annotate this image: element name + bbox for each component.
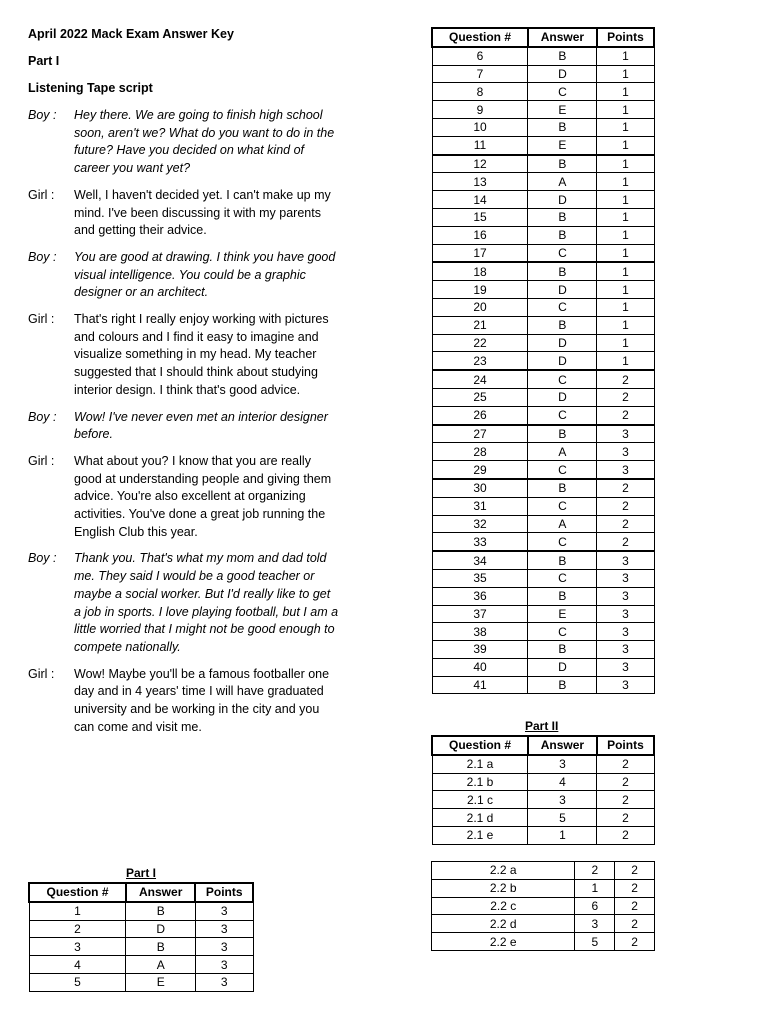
cell-question: 31 [432,497,528,515]
table-row [432,173,654,191]
cell-answer: B [528,641,597,659]
dialogue-line [28,550,358,656]
cell-answer: 5 [575,933,615,951]
cell-points: 1 [597,244,654,262]
cell-question: 20 [432,298,528,316]
speaker-label: Boy : [28,249,57,264]
cell-question: 25 [432,388,528,406]
column-header-points: Points [195,883,253,902]
speaker-label: Girl : [28,187,55,202]
table-row [29,973,253,991]
table-row [432,101,654,119]
cell-points: 3 [597,641,654,659]
cell-answer: C [528,298,597,316]
cell-points: 2 [597,406,654,424]
cell-answer: C [528,83,597,101]
cell-points: 1 [597,226,654,244]
cell-question: 36 [432,587,528,605]
table-row [29,938,253,956]
cell-points: 2 [597,826,654,844]
dialogue-line [28,187,358,240]
table-row [432,879,655,897]
column-header-answer: Answer [528,28,597,47]
column-header-answer: Answer [528,736,597,755]
script-title: Listening Tape script [28,81,153,95]
cell-question: 30 [432,479,528,497]
cell-answer: B [528,425,597,443]
cell-question: 37 [432,605,528,623]
speech-text: What about you? I know that you are really good at understanding people and giving them advice. You're also excellent at organizing activities. You've done a great job running the English Club this year. [74,453,332,539]
cell-question: 7 [432,65,528,83]
cell-answer: 2 [575,862,615,880]
table-header-row [29,883,253,902]
cell-question: 35 [432,569,528,587]
part1-caption: Part I [126,866,157,880]
table-row [432,658,654,676]
cell-answer: E [528,101,597,119]
dialogue-line [28,666,358,737]
cell-points: 2 [597,755,654,773]
cell-points: 1 [597,316,654,334]
table-row [432,897,655,915]
table-row [432,370,654,388]
table-row [432,826,654,844]
cell-points: 3 [195,973,253,991]
cell-answer: 3 [528,755,597,773]
cell-question: 40 [432,658,528,676]
cell-points: 2 [615,862,655,880]
cell-question: 18 [432,262,528,280]
cell-points: 3 [195,938,253,956]
dialogue [28,107,358,746]
table-row [432,623,654,641]
cell-answer: E [126,973,195,991]
table-row [432,605,654,623]
cell-points: 3 [597,551,654,569]
cell-answer: C [528,406,597,424]
cell-points: 3 [597,605,654,623]
cell-question: 13 [432,173,528,191]
cell-answer: B [126,902,195,920]
cell-points: 1 [597,65,654,83]
speech-text: Hey there. We are going to finish high school soon, aren't we? What do you want to do in the future? Have you decided on what kind of career you want yet? [74,108,335,176]
cell-answer: B [528,676,597,694]
table-row [432,352,654,370]
cell-points: 1 [597,173,654,191]
cell-points: 1 [597,118,654,136]
cell-question: 2.1 b [432,773,528,791]
cell-points: 2 [615,879,655,897]
cell-points: 2 [597,497,654,515]
table-row [432,316,654,334]
cell-question: 2.1 e [432,826,528,844]
column-header-answer: Answer [126,883,195,902]
cell-points: 2 [597,370,654,388]
cell-answer: 3 [575,915,615,933]
cell-answer: B [528,479,597,497]
cell-points: 1 [597,208,654,226]
dialogue-line [28,409,358,444]
cell-question: 3 [29,938,126,956]
cell-question: 22 [432,334,528,352]
answer-table-main [431,27,655,694]
cell-question: 6 [432,47,528,65]
cell-question: 26 [432,406,528,424]
cell-points: 1 [597,262,654,280]
table-row [432,281,654,299]
cell-points: 1 [597,191,654,209]
cell-answer: B [528,316,597,334]
table-row [432,862,655,880]
cell-answer: 1 [575,879,615,897]
cell-points: 3 [195,920,253,938]
cell-answer: E [528,136,597,154]
document-title: April 2022 Mack Exam Answer Key [28,27,234,41]
table-row [432,298,654,316]
cell-points: 2 [597,791,654,809]
cell-answer: C [528,623,597,641]
cell-answer: C [528,569,597,587]
part-heading: Part I [28,54,60,68]
speaker-label: Boy : [28,409,57,424]
cell-question: 12 [432,155,528,173]
speaker-label: Girl : [28,312,55,327]
cell-points: 3 [597,443,654,461]
cell-question: 21 [432,316,528,334]
table-row [432,533,654,551]
cell-points: 1 [597,155,654,173]
cell-answer: 6 [575,897,615,915]
cell-answer: B [528,226,597,244]
cell-answer: D [528,334,597,352]
cell-question: 2.2 a [432,862,575,880]
speech-text: That's right I really enjoy working with pictures and colours and I find it easy to imagine and visualize something in my head. My teacher suggested that I should think about studying interior design. I think that's good advice. [74,312,329,397]
table-header-row [432,736,654,755]
cell-answer: B [528,587,597,605]
cell-question: 10 [432,118,528,136]
speech-text: Wow! Maybe you'll be a famous footballer one day and in 4 years' time I will have graduated university and be working in the city and you can come and visit me. [74,666,330,734]
cell-answer: C [528,461,597,479]
cell-points: 3 [597,425,654,443]
cell-question: 4 [29,956,126,974]
cell-answer: 1 [528,826,597,844]
dialogue-line [28,311,358,400]
table-row [432,551,654,569]
table-row [432,47,654,65]
speaker-label: Boy : [28,551,57,566]
table-row [432,809,654,827]
cell-points: 2 [597,388,654,406]
cell-answer: D [528,658,597,676]
cell-answer: B [528,118,597,136]
cell-answer: A [528,515,597,533]
table-row [432,515,654,533]
cell-answer: A [528,443,597,461]
speaker-label: Girl : [28,453,55,468]
cell-question: 2.2 c [432,897,575,915]
table-row [432,587,654,605]
cell-answer: B [528,551,597,569]
cell-answer: B [528,208,597,226]
cell-points: 2 [597,515,654,533]
table-row [29,956,253,974]
cell-answer: A [528,173,597,191]
table-row [432,425,654,443]
answer-table-part1 [28,882,254,992]
speaker-label: Girl : [28,666,55,681]
cell-answer: 5 [528,809,597,827]
column-header-question: Question # [29,883,126,902]
cell-answer: D [528,388,597,406]
cell-points: 2 [615,897,655,915]
cell-points: 1 [597,101,654,119]
table-row [432,461,654,479]
speech-text: Well, I haven't decided yet. I can't make up my mind. I've been discussing it with my parents and getting their advice. [74,187,331,238]
answer-table-part2-1 [431,735,655,845]
cell-points: 2 [597,809,654,827]
cell-question: 2.1 a [432,755,528,773]
cell-question: 2.1 c [432,791,528,809]
cell-answer: D [528,191,597,209]
cell-question: 9 [432,101,528,119]
table-row [432,569,654,587]
cell-answer: C [528,497,597,515]
cell-question: 32 [432,515,528,533]
cell-answer: C [528,244,597,262]
cell-question: 16 [432,226,528,244]
speech-text: Wow! I've never even met an interior designer before. [74,409,328,442]
cell-points: 1 [597,83,654,101]
cell-question: 23 [432,352,528,370]
dialogue-line [28,453,358,542]
column-header-question: Question # [432,736,528,755]
table-row [432,191,654,209]
cell-answer: C [528,533,597,551]
table-row [432,244,654,262]
column-header-question: Question # [432,28,528,47]
table-row [432,497,654,515]
cell-points: 2 [615,915,655,933]
cell-answer: B [528,262,597,280]
table-row [432,226,654,244]
cell-answer: D [126,920,195,938]
cell-points: 3 [597,676,654,694]
cell-answer: C [528,370,597,388]
table-row [432,479,654,497]
cell-answer: B [126,938,195,956]
cell-points: 3 [597,587,654,605]
table-row [29,902,253,920]
cell-question: 24 [432,370,528,388]
cell-question: 38 [432,623,528,641]
table-row [432,915,655,933]
table-header-row [432,28,654,47]
cell-points: 1 [597,334,654,352]
cell-answer: D [528,65,597,83]
cell-question: 17 [432,244,528,262]
part2-caption: Part II [525,719,559,733]
table-row [432,65,654,83]
dialogue-line [28,107,358,178]
table-row [432,388,654,406]
cell-points: 1 [597,298,654,316]
cell-points: 3 [195,956,253,974]
cell-answer: 3 [528,791,597,809]
table-row [432,208,654,226]
cell-question: 39 [432,641,528,659]
table-row [29,920,253,938]
table-row [432,676,654,694]
cell-points: 3 [597,658,654,676]
table-row [432,641,654,659]
cell-question: 2.1 d [432,809,528,827]
cell-question: 41 [432,676,528,694]
table-row [432,83,654,101]
cell-answer: B [528,47,597,65]
table-row [432,155,654,173]
table-row [432,406,654,424]
cell-points: 3 [195,902,253,920]
cell-question: 14 [432,191,528,209]
table-row [432,443,654,461]
cell-points: 2 [597,773,654,791]
cell-question: 15 [432,208,528,226]
cell-question: 1 [29,902,126,920]
cell-answer: A [126,956,195,974]
cell-question: 5 [29,973,126,991]
cell-answer: E [528,605,597,623]
cell-points: 1 [597,352,654,370]
cell-points: 1 [597,136,654,154]
cell-question: 11 [432,136,528,154]
cell-question: 28 [432,443,528,461]
cell-points: 1 [597,47,654,65]
answer-table-part2-2 [431,861,655,951]
speech-text: You are good at drawing. I think you have good visual intelligence. You could be a graphic designer or an architect. [74,249,336,300]
cell-question: 2.2 e [432,933,575,951]
cell-points: 2 [597,479,654,497]
table-row [432,118,654,136]
cell-points: 3 [597,623,654,641]
cell-points: 2 [597,533,654,551]
cell-question: 2 [29,920,126,938]
dialogue-line [28,249,358,302]
column-header-points: Points [597,28,654,47]
table-row [432,136,654,154]
cell-points: 3 [597,461,654,479]
table-row [432,791,654,809]
cell-answer: D [528,352,597,370]
cell-question: 27 [432,425,528,443]
cell-points: 3 [597,569,654,587]
cell-answer: D [528,281,597,299]
cell-question: 19 [432,281,528,299]
cell-answer: 4 [528,773,597,791]
cell-question: 34 [432,551,528,569]
cell-question: 8 [432,83,528,101]
cell-question: 2.2 b [432,879,575,897]
cell-points: 2 [615,933,655,951]
cell-question: 33 [432,533,528,551]
table-row [432,933,655,951]
speaker-label: Boy : [28,108,57,122]
cell-answer: B [528,155,597,173]
cell-question: 29 [432,461,528,479]
table-row [432,334,654,352]
table-row [432,773,654,791]
table-row [432,755,654,773]
table-row [432,262,654,280]
speech-text: Thank you. That's what my mom and dad told me. They said I would be a good teacher or maybe a social worker. But I'd really like to get a job in sports. I love playing football, but I am a little worried that I might not be good enough to compete nationally. [74,551,339,654]
cell-question: 2.2 d [432,915,575,933]
cell-points: 1 [597,281,654,299]
column-header-points: Points [597,736,654,755]
